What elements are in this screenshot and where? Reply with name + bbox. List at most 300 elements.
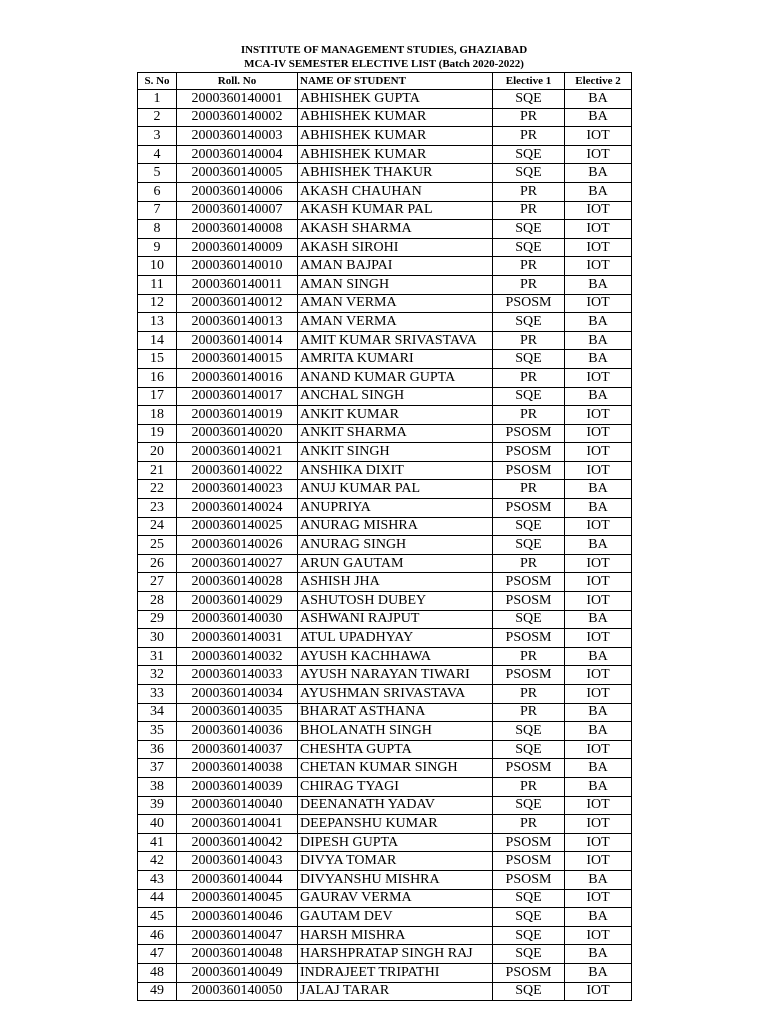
cell-roll-no: 2000360140048 bbox=[177, 945, 298, 964]
table-row bbox=[138, 257, 632, 276]
cell-student-name: DIVYANSHU MISHRA bbox=[298, 870, 493, 889]
table-row bbox=[138, 963, 632, 982]
cell-roll-no: 2000360140039 bbox=[177, 777, 298, 796]
table-row bbox=[138, 647, 632, 666]
cell-roll-no: 2000360140038 bbox=[177, 759, 298, 778]
institute-title: INSTITUTE OF MANAGEMENT STUDIES, GHAZIABAD bbox=[240, 44, 528, 56]
cell-elective-1: SQE bbox=[493, 796, 565, 815]
cell-student-name: AKASH KUMAR PAL bbox=[298, 201, 493, 220]
table-row bbox=[138, 833, 632, 852]
cell-roll-no: 2000360140034 bbox=[177, 685, 298, 704]
cell-elective-2: IOT bbox=[565, 294, 632, 313]
cell-elective-2: BA bbox=[565, 108, 632, 127]
table-row bbox=[138, 238, 632, 257]
cell-elective-1: SQE bbox=[493, 90, 565, 109]
cell-elective-2: BA bbox=[565, 703, 632, 722]
table-body bbox=[138, 90, 632, 1001]
cell-elective-1: SQE bbox=[493, 387, 565, 406]
cell-elective-1: PR bbox=[493, 554, 565, 573]
cell-student-name: AYUSH KACHHAWA bbox=[298, 647, 493, 666]
cell-elective-1: PR bbox=[493, 777, 565, 796]
cell-elective-1: SQE bbox=[493, 722, 565, 741]
cell-elective-2: IOT bbox=[565, 666, 632, 685]
cell-sno: 2 bbox=[138, 108, 177, 127]
cell-student-name: ABHISHEK KUMAR bbox=[298, 108, 493, 127]
table-row bbox=[138, 406, 632, 425]
cell-roll-no: 2000360140003 bbox=[177, 127, 298, 146]
table-row bbox=[138, 275, 632, 294]
cell-sno: 11 bbox=[138, 275, 177, 294]
cell-sno: 34 bbox=[138, 703, 177, 722]
cell-student-name: HARSH MISHRA bbox=[298, 926, 493, 945]
cell-sno: 31 bbox=[138, 647, 177, 666]
cell-elective-2: IOT bbox=[565, 796, 632, 815]
cell-elective-1: PSOSM bbox=[493, 573, 565, 592]
cell-roll-no: 2000360140021 bbox=[177, 443, 298, 462]
cell-sno: 38 bbox=[138, 777, 177, 796]
cell-student-name: ANKIT KUMAR bbox=[298, 406, 493, 425]
table-header-row bbox=[138, 73, 632, 90]
cell-sno: 19 bbox=[138, 424, 177, 443]
table-row bbox=[138, 870, 632, 889]
cell-elective-1: SQE bbox=[493, 164, 565, 183]
cell-elective-1: PR bbox=[493, 275, 565, 294]
cell-student-name: ABHISHEK GUPTA bbox=[298, 90, 493, 109]
cell-roll-no: 2000360140011 bbox=[177, 275, 298, 294]
cell-sno: 14 bbox=[138, 331, 177, 350]
cell-sno: 1 bbox=[138, 90, 177, 109]
cell-roll-no: 2000360140037 bbox=[177, 740, 298, 759]
cell-roll-no: 2000360140001 bbox=[177, 90, 298, 109]
elective-list-table bbox=[137, 72, 632, 1001]
cell-roll-no: 2000360140041 bbox=[177, 815, 298, 834]
cell-roll-no: 2000360140013 bbox=[177, 313, 298, 332]
cell-roll-no: 2000360140047 bbox=[177, 926, 298, 945]
cell-student-name: ANUJ KUMAR PAL bbox=[298, 480, 493, 499]
cell-elective-1: PSOSM bbox=[493, 666, 565, 685]
cell-student-name: AMRITA KUMARI bbox=[298, 350, 493, 369]
cell-sno: 39 bbox=[138, 796, 177, 815]
cell-elective-2: BA bbox=[565, 350, 632, 369]
cell-sno: 28 bbox=[138, 592, 177, 611]
cell-student-name: CHESHTA GUPTA bbox=[298, 740, 493, 759]
table-row bbox=[138, 350, 632, 369]
cell-elective-2: IOT bbox=[565, 554, 632, 573]
cell-elective-1: PSOSM bbox=[493, 592, 565, 611]
cell-roll-no: 2000360140004 bbox=[177, 145, 298, 164]
cell-roll-no: 2000360140012 bbox=[177, 294, 298, 313]
cell-sno: 36 bbox=[138, 740, 177, 759]
cell-sno: 7 bbox=[138, 201, 177, 220]
cell-sno: 44 bbox=[138, 889, 177, 908]
cell-student-name: AYUSH NARAYAN TIWARI bbox=[298, 666, 493, 685]
table-row bbox=[138, 294, 632, 313]
cell-roll-no: 2000360140005 bbox=[177, 164, 298, 183]
cell-student-name: INDRAJEET TRIPATHI bbox=[298, 963, 493, 982]
cell-student-name: ABHISHEK KUMAR bbox=[298, 127, 493, 146]
cell-elective-2: BA bbox=[565, 164, 632, 183]
column-header-elective-1: Elective 1 bbox=[493, 73, 565, 90]
cell-sno: 37 bbox=[138, 759, 177, 778]
cell-elective-2: IOT bbox=[565, 201, 632, 220]
cell-sno: 4 bbox=[138, 145, 177, 164]
cell-sno: 13 bbox=[138, 313, 177, 332]
cell-roll-no: 2000360140008 bbox=[177, 220, 298, 239]
cell-sno: 43 bbox=[138, 870, 177, 889]
cell-student-name: ANURAG SINGH bbox=[298, 536, 493, 555]
cell-roll-no: 2000360140026 bbox=[177, 536, 298, 555]
table-row bbox=[138, 499, 632, 518]
table-row bbox=[138, 685, 632, 704]
cell-roll-no: 2000360140016 bbox=[177, 368, 298, 387]
cell-student-name: AMIT KUMAR SRIVASTAVA bbox=[298, 331, 493, 350]
cell-student-name: BHOLANATH SINGH bbox=[298, 722, 493, 741]
cell-student-name: ARUN GAUTAM bbox=[298, 554, 493, 573]
cell-elective-2: IOT bbox=[565, 220, 632, 239]
table-row bbox=[138, 629, 632, 648]
table-row bbox=[138, 127, 632, 146]
cell-student-name: ANUPRIYA bbox=[298, 499, 493, 518]
cell-elective-2: BA bbox=[565, 870, 632, 889]
cell-elective-1: SQE bbox=[493, 220, 565, 239]
table-row bbox=[138, 201, 632, 220]
cell-elective-2: BA bbox=[565, 331, 632, 350]
cell-elective-1: SQE bbox=[493, 740, 565, 759]
cell-sno: 6 bbox=[138, 182, 177, 201]
cell-elective-1: SQE bbox=[493, 145, 565, 164]
table-row bbox=[138, 945, 632, 964]
cell-elective-1: SQE bbox=[493, 350, 565, 369]
cell-student-name: ABHISHEK THAKUR bbox=[298, 164, 493, 183]
cell-elective-2: IOT bbox=[565, 368, 632, 387]
cell-elective-1: PSOSM bbox=[493, 443, 565, 462]
cell-sno: 18 bbox=[138, 406, 177, 425]
cell-roll-no: 2000360140019 bbox=[177, 406, 298, 425]
cell-elective-2: BA bbox=[565, 908, 632, 927]
cell-elective-1: PSOSM bbox=[493, 833, 565, 852]
cell-student-name: AMAN VERMA bbox=[298, 294, 493, 313]
cell-roll-no: 2000360140033 bbox=[177, 666, 298, 685]
cell-sno: 26 bbox=[138, 554, 177, 573]
cell-roll-no: 2000360140045 bbox=[177, 889, 298, 908]
cell-student-name: AMAN VERMA bbox=[298, 313, 493, 332]
cell-student-name: AYUSHMAN SRIVASTAVA bbox=[298, 685, 493, 704]
cell-elective-1: SQE bbox=[493, 908, 565, 927]
table-row bbox=[138, 536, 632, 555]
cell-elective-1: PR bbox=[493, 108, 565, 127]
cell-elective-1: SQE bbox=[493, 610, 565, 629]
cell-elective-2: IOT bbox=[565, 852, 632, 871]
table-row bbox=[138, 889, 632, 908]
table-row bbox=[138, 480, 632, 499]
table-row bbox=[138, 982, 632, 1001]
cell-student-name: AKASH SHARMA bbox=[298, 220, 493, 239]
cell-elective-1: SQE bbox=[493, 926, 565, 945]
cell-elective-2: BA bbox=[565, 759, 632, 778]
cell-elective-2: IOT bbox=[565, 443, 632, 462]
cell-sno: 12 bbox=[138, 294, 177, 313]
cell-sno: 20 bbox=[138, 443, 177, 462]
cell-sno: 17 bbox=[138, 387, 177, 406]
cell-elective-1: SQE bbox=[493, 517, 565, 536]
cell-roll-no: 2000360140017 bbox=[177, 387, 298, 406]
cell-elective-1: PSOSM bbox=[493, 759, 565, 778]
cell-elective-2: IOT bbox=[565, 238, 632, 257]
cell-roll-no: 2000360140009 bbox=[177, 238, 298, 257]
cell-elective-1: PR bbox=[493, 406, 565, 425]
table-row bbox=[138, 908, 632, 927]
table-row bbox=[138, 573, 632, 592]
cell-elective-2: IOT bbox=[565, 127, 632, 146]
cell-student-name: ASHWANI RAJPUT bbox=[298, 610, 493, 629]
cell-elective-2: BA bbox=[565, 387, 632, 406]
cell-elective-2: BA bbox=[565, 275, 632, 294]
cell-sno: 3 bbox=[138, 127, 177, 146]
cell-elective-1: PSOSM bbox=[493, 870, 565, 889]
table-row bbox=[138, 313, 632, 332]
cell-student-name: BHARAT ASTHANA bbox=[298, 703, 493, 722]
cell-sno: 9 bbox=[138, 238, 177, 257]
cell-roll-no: 2000360140014 bbox=[177, 331, 298, 350]
table-row bbox=[138, 108, 632, 127]
cell-elective-1: PSOSM bbox=[493, 963, 565, 982]
cell-sno: 24 bbox=[138, 517, 177, 536]
cell-roll-no: 2000360140036 bbox=[177, 722, 298, 741]
cell-elective-1: PR bbox=[493, 703, 565, 722]
column-header-name: NAME OF STUDENT bbox=[298, 73, 493, 90]
cell-roll-no: 2000360140035 bbox=[177, 703, 298, 722]
cell-student-name: AMAN SINGH bbox=[298, 275, 493, 294]
cell-roll-no: 2000360140030 bbox=[177, 610, 298, 629]
cell-elective-1: PSOSM bbox=[493, 629, 565, 648]
cell-elective-1: PSOSM bbox=[493, 499, 565, 518]
cell-elective-1: SQE bbox=[493, 313, 565, 332]
cell-roll-no: 2000360140027 bbox=[177, 554, 298, 573]
cell-elective-1: PR bbox=[493, 127, 565, 146]
cell-roll-no: 2000360140007 bbox=[177, 201, 298, 220]
cell-sno: 40 bbox=[138, 815, 177, 834]
cell-elective-1: PR bbox=[493, 257, 565, 276]
cell-elective-2: IOT bbox=[565, 461, 632, 480]
table-row bbox=[138, 517, 632, 536]
cell-sno: 25 bbox=[138, 536, 177, 555]
cell-roll-no: 2000360140024 bbox=[177, 499, 298, 518]
table-row bbox=[138, 592, 632, 611]
table-row bbox=[138, 610, 632, 629]
column-header-sno: S. No bbox=[138, 73, 177, 90]
cell-roll-no: 2000360140031 bbox=[177, 629, 298, 648]
cell-roll-no: 2000360140023 bbox=[177, 480, 298, 499]
cell-sno: 33 bbox=[138, 685, 177, 704]
cell-student-name: ANKIT SINGH bbox=[298, 443, 493, 462]
table-row bbox=[138, 424, 632, 443]
cell-elective-2: BA bbox=[565, 777, 632, 796]
table-row bbox=[138, 703, 632, 722]
cell-elective-1: SQE bbox=[493, 536, 565, 555]
cell-student-name: CHETAN KUMAR SINGH bbox=[298, 759, 493, 778]
cell-sno: 29 bbox=[138, 610, 177, 629]
cell-elective-1: PR bbox=[493, 647, 565, 666]
cell-student-name: ANURAG MISHRA bbox=[298, 517, 493, 536]
cell-elective-2: IOT bbox=[565, 926, 632, 945]
cell-roll-no: 2000360140040 bbox=[177, 796, 298, 815]
table-row bbox=[138, 796, 632, 815]
cell-sno: 45 bbox=[138, 908, 177, 927]
cell-elective-1: PR bbox=[493, 331, 565, 350]
cell-student-name: GAURAV VERMA bbox=[298, 889, 493, 908]
cell-student-name: DEENANATH YADAV bbox=[298, 796, 493, 815]
cell-student-name: AKASH SIROHI bbox=[298, 238, 493, 257]
cell-roll-no: 2000360140022 bbox=[177, 461, 298, 480]
table-row bbox=[138, 740, 632, 759]
cell-student-name: DIPESH GUPTA bbox=[298, 833, 493, 852]
cell-sno: 10 bbox=[138, 257, 177, 276]
cell-roll-no: 2000360140049 bbox=[177, 963, 298, 982]
cell-elective-2: IOT bbox=[565, 257, 632, 276]
cell-roll-no: 2000360140042 bbox=[177, 833, 298, 852]
table-row bbox=[138, 368, 632, 387]
cell-elective-1: SQE bbox=[493, 889, 565, 908]
cell-student-name: DIVYA TOMAR bbox=[298, 852, 493, 871]
cell-student-name: ANAND KUMAR GUPTA bbox=[298, 368, 493, 387]
cell-elective-2: BA bbox=[565, 722, 632, 741]
cell-sno: 49 bbox=[138, 982, 177, 1001]
cell-elective-2: IOT bbox=[565, 592, 632, 611]
table-row bbox=[138, 331, 632, 350]
cell-sno: 41 bbox=[138, 833, 177, 852]
cell-roll-no: 2000360140010 bbox=[177, 257, 298, 276]
cell-elective-1: PR bbox=[493, 685, 565, 704]
cell-elective-1: PR bbox=[493, 815, 565, 834]
table-row bbox=[138, 815, 632, 834]
table-row bbox=[138, 759, 632, 778]
cell-sno: 30 bbox=[138, 629, 177, 648]
cell-elective-2: BA bbox=[565, 647, 632, 666]
cell-sno: 42 bbox=[138, 852, 177, 871]
cell-elective-2: BA bbox=[565, 182, 632, 201]
cell-elective-1: SQE bbox=[493, 982, 565, 1001]
cell-elective-2: BA bbox=[565, 499, 632, 518]
cell-student-name: ASHISH JHA bbox=[298, 573, 493, 592]
cell-elective-2: IOT bbox=[565, 982, 632, 1001]
cell-student-name: ANSHIKA DIXIT bbox=[298, 461, 493, 480]
cell-student-name: JALAJ TARAR bbox=[298, 982, 493, 1001]
cell-elective-2: IOT bbox=[565, 573, 632, 592]
cell-elective-2: BA bbox=[565, 480, 632, 499]
cell-elective-1: PR bbox=[493, 201, 565, 220]
cell-elective-1: PSOSM bbox=[493, 852, 565, 871]
cell-elective-2: IOT bbox=[565, 685, 632, 704]
cell-roll-no: 2000360140028 bbox=[177, 573, 298, 592]
cell-elective-2: IOT bbox=[565, 424, 632, 443]
cell-elective-2: BA bbox=[565, 536, 632, 555]
cell-student-name: ANCHAL SINGH bbox=[298, 387, 493, 406]
cell-elective-1: PSOSM bbox=[493, 461, 565, 480]
cell-student-name: AMAN BAJPAI bbox=[298, 257, 493, 276]
table-row bbox=[138, 182, 632, 201]
cell-sno: 47 bbox=[138, 945, 177, 964]
cell-student-name: ASHUTOSH DUBEY bbox=[298, 592, 493, 611]
cell-sno: 15 bbox=[138, 350, 177, 369]
table-row bbox=[138, 90, 632, 109]
cell-roll-no: 2000360140044 bbox=[177, 870, 298, 889]
cell-elective-2: BA bbox=[565, 945, 632, 964]
column-header-roll-no: Roll. No bbox=[177, 73, 298, 90]
cell-elective-1: SQE bbox=[493, 238, 565, 257]
cell-sno: 27 bbox=[138, 573, 177, 592]
cell-elective-2: IOT bbox=[565, 517, 632, 536]
cell-elective-1: SQE bbox=[493, 945, 565, 964]
cell-elective-2: IOT bbox=[565, 740, 632, 759]
cell-elective-2: BA bbox=[565, 963, 632, 982]
table-row bbox=[138, 926, 632, 945]
cell-student-name: ABHISHEK KUMAR bbox=[298, 145, 493, 164]
cell-roll-no: 2000360140043 bbox=[177, 852, 298, 871]
cell-elective-1: PSOSM bbox=[493, 424, 565, 443]
cell-sno: 16 bbox=[138, 368, 177, 387]
cell-roll-no: 2000360140015 bbox=[177, 350, 298, 369]
table-row bbox=[138, 443, 632, 462]
cell-elective-2: IOT bbox=[565, 815, 632, 834]
table-row bbox=[138, 852, 632, 871]
cell-elective-2: IOT bbox=[565, 833, 632, 852]
cell-roll-no: 2000360140046 bbox=[177, 908, 298, 927]
cell-student-name: AKASH CHAUHAN bbox=[298, 182, 493, 201]
cell-sno: 46 bbox=[138, 926, 177, 945]
cell-roll-no: 2000360140020 bbox=[177, 424, 298, 443]
cell-roll-no: 2000360140006 bbox=[177, 182, 298, 201]
cell-roll-no: 2000360140029 bbox=[177, 592, 298, 611]
table-row bbox=[138, 461, 632, 480]
cell-student-name: ANKIT SHARMA bbox=[298, 424, 493, 443]
table-row bbox=[138, 387, 632, 406]
cell-elective-2: IOT bbox=[565, 889, 632, 908]
cell-elective-1: PR bbox=[493, 182, 565, 201]
cell-elective-2: IOT bbox=[565, 629, 632, 648]
cell-elective-2: IOT bbox=[565, 406, 632, 425]
table-row bbox=[138, 220, 632, 239]
table-row bbox=[138, 145, 632, 164]
cell-student-name: CHIRAG TYAGI bbox=[298, 777, 493, 796]
cell-sno: 22 bbox=[138, 480, 177, 499]
list-title: MCA-IV SEMESTER ELECTIVE LIST (Batch 2020-2022) bbox=[244, 58, 524, 70]
cell-elective-2: IOT bbox=[565, 145, 632, 164]
cell-elective-2: BA bbox=[565, 313, 632, 332]
cell-elective-1: PSOSM bbox=[493, 294, 565, 313]
cell-roll-no: 2000360140002 bbox=[177, 108, 298, 127]
cell-student-name: ATUL UPADHYAY bbox=[298, 629, 493, 648]
cell-sno: 32 bbox=[138, 666, 177, 685]
cell-roll-no: 2000360140032 bbox=[177, 647, 298, 666]
table-row bbox=[138, 554, 632, 573]
cell-sno: 35 bbox=[138, 722, 177, 741]
cell-sno: 23 bbox=[138, 499, 177, 518]
cell-sno: 8 bbox=[138, 220, 177, 239]
column-header-elective-2: Elective 2 bbox=[565, 73, 632, 90]
table-row bbox=[138, 164, 632, 183]
cell-elective-2: BA bbox=[565, 610, 632, 629]
cell-sno: 48 bbox=[138, 963, 177, 982]
cell-sno: 21 bbox=[138, 461, 177, 480]
cell-student-name: DEEPANSHU KUMAR bbox=[298, 815, 493, 834]
cell-roll-no: 2000360140025 bbox=[177, 517, 298, 536]
cell-elective-1: PR bbox=[493, 368, 565, 387]
cell-elective-2: BA bbox=[565, 90, 632, 109]
cell-student-name: HARSHPRATAP SINGH RAJ bbox=[298, 945, 493, 964]
table-row bbox=[138, 777, 632, 796]
cell-elective-1: PR bbox=[493, 480, 565, 499]
table-row bbox=[138, 666, 632, 685]
